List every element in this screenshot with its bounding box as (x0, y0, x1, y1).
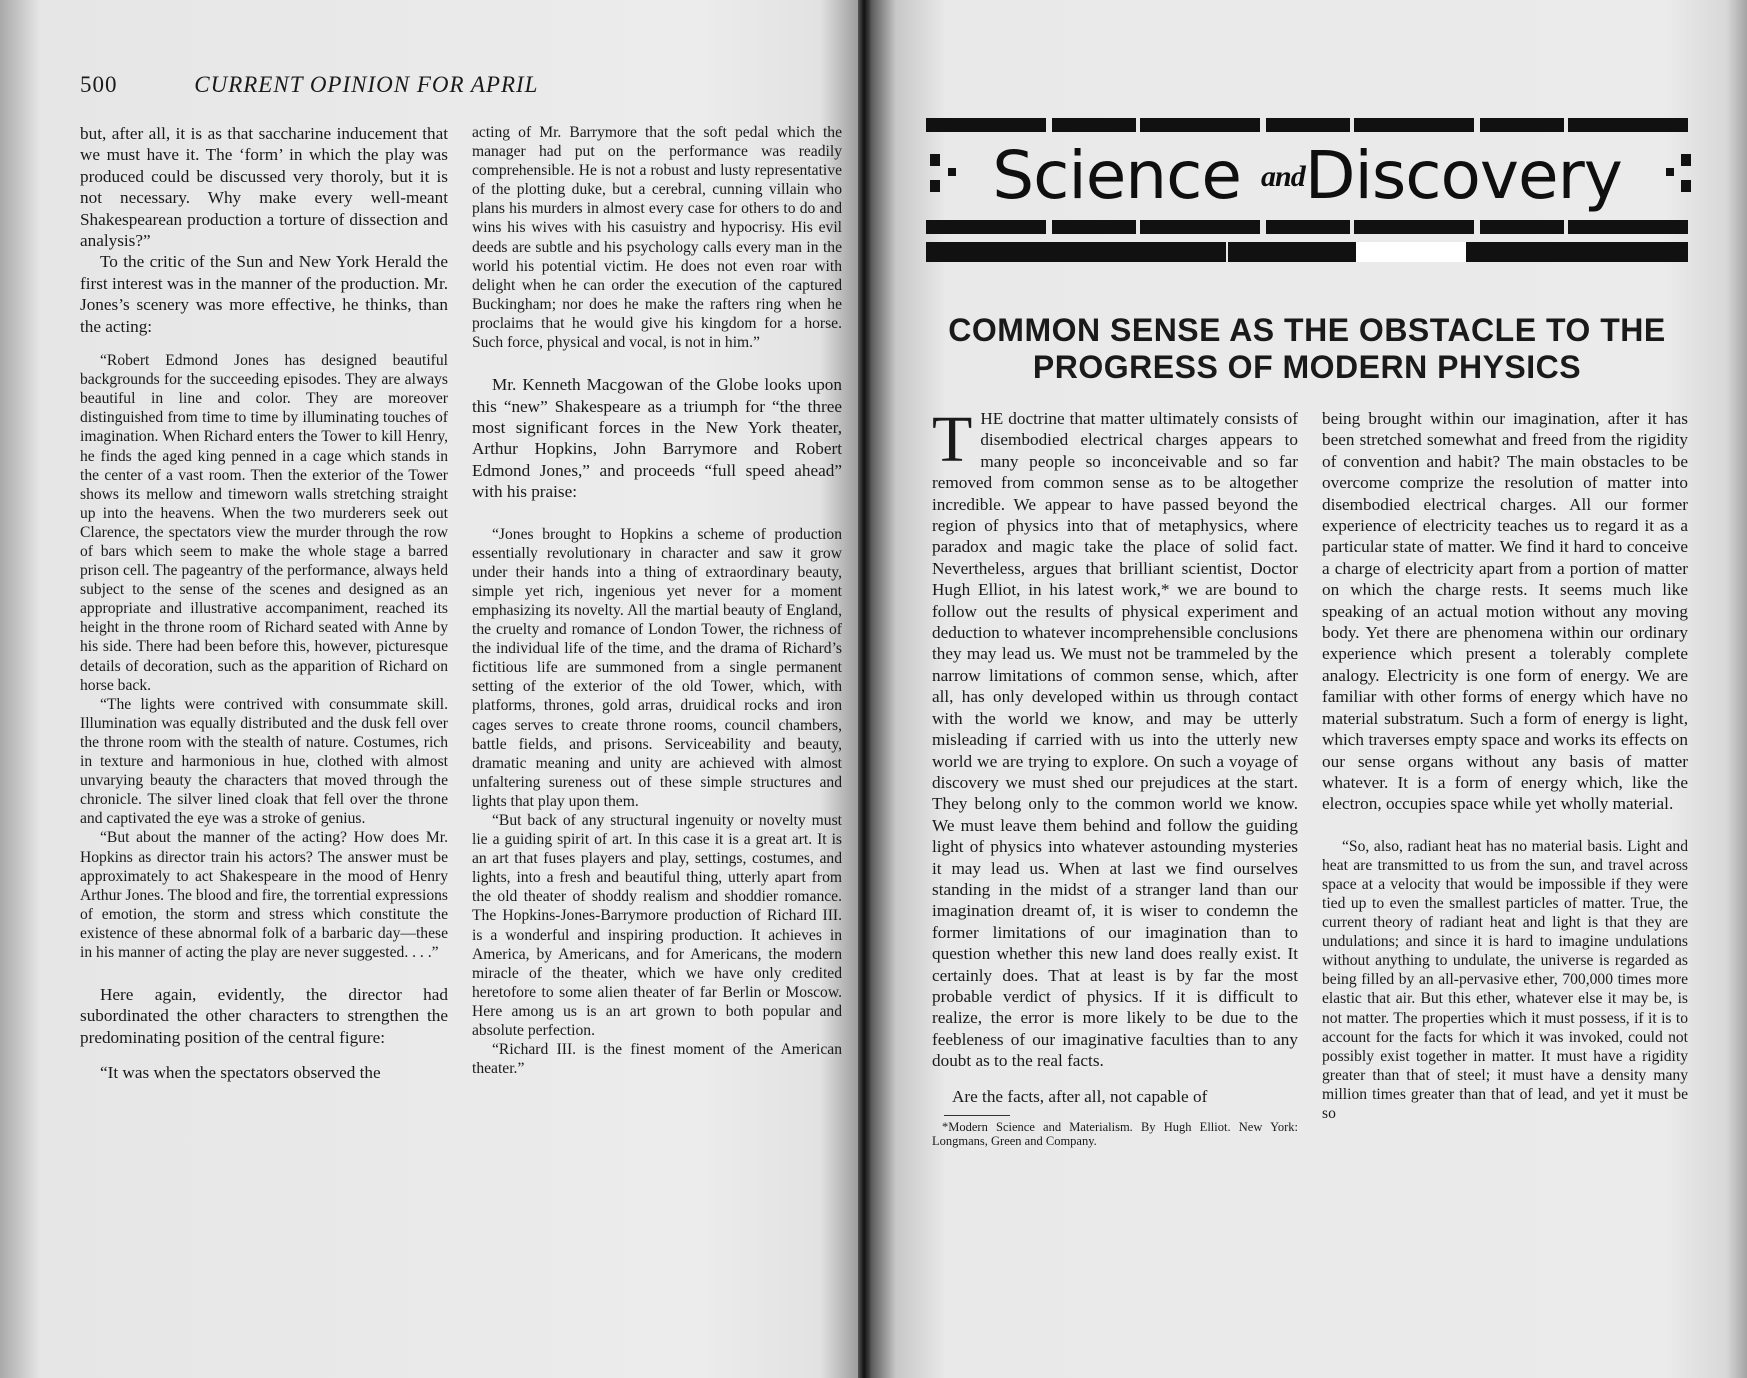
quotation: “But back of any structural ingenuity or novelty must lie a guiding spirit of art. In this case it is a great art. It is an art that fuses players and play, settings, costumes, and lights, into a fresh and beautiful thing, utterly apart from the old theater of shoddy realism and shoddier romance. The Hopkins-Jones-Barrymore production of Richard III. is a wonderful and inspiring production. It achieves in America, by Americans, and for Americans, the modern miracle of the theater, which we have only credited heretofore to some alien theater of far Berlin or Moscow. Here among us is an art grown to both popular and absolute perfection. (472, 811, 842, 1039)
section-title-word: Science (992, 137, 1242, 214)
paragraph: Are the facts, after all, not capable of (952, 1086, 1208, 1106)
running-head-title: CURRENT OPINION FOR APRIL (194, 72, 539, 97)
banner-rule-top (926, 118, 1688, 132)
quotation: “The lights were contrived with consummate skill. Illumination was equally distributed and the dusk fell over the throne room with the stealth of nature. Costumes, rich in texture and harmonious in hue, clothed with almost unvarying beauty the characters that moved through the chronicle. The silver lined cloak that fell over the throne and captivated the eye was a stroke of genius. (80, 695, 448, 828)
banner-rule-middle (926, 220, 1688, 234)
quotation: acting of Mr. Barrymore that the soft pedal which the manager had put on the performance was readily comprehensible. He is not a robust and lusty representative of the plotting duke, but a cerebral, cunning villain who plans his murders in almost every case for others to do and wins his wives with his casuistry and hypocrisy. His evil deeds are subtle and his psychology calls every man in the world his potential victim. He does not even roar with delight when he can order the execution of the captured Buckingham; nor does he make the rafters ring when he proclaims that he would give his kingdom for a horse. Such force, physical and vocal, is not in him.” (472, 124, 842, 352)
quotation: “But about the manner of the acting? How does Mr. Hopkins as director train his actors? The answer must be approximately to act Shakespeare in the mood of Henry Arthur Jones. The blood and fire, the torrential expressions of emotion, the storm and stress which constitute the existence of these abnormal folk of a barbaric day—these in his manner of acting the play are never suggested. . . .” (80, 829, 448, 961)
footnote: *Modern Science and Materialism. By Hugh Elliot. New York: Longmans, Green and Company. (932, 1120, 1298, 1148)
section-title-and: and (1261, 160, 1305, 193)
section-banner (926, 112, 1688, 268)
right-column-1 (932, 403, 1298, 1148)
section-title-word: Discovery (1304, 137, 1622, 214)
headline-line: COMMON SENSE AS THE OBSTACLE TO THE (948, 312, 1666, 348)
quotation: “Robert Edmond Jones has designed beautiful backgrounds for the succeeding episodes. They are always beautiful in line and color. They are moreover distinguished from time to time by illuminating touches of imagination. When Richard enters the Tower to kill Henry, he finds the aged king penned in a cage which stands in the center of a vast room. Then the exterior of the Tower shows its mellow and timeworn walls stretching straight up into the heavens. When the two murderers seek out Clarence, the spectators view the murder through the row of bars which seem to make the whole stage a barred prison cell. The pageantry of the performance, always held subject to the sense of the scenes and designed as an appropriate and illustrative accompaniment, reached its height in the throne room of Richard seated with Anne by his side. There had been before this, however, picturesque details of decoration, such as the apparition of Richard on horse back. (80, 352, 448, 694)
paragraph: Mr. Kenneth Macgowan of the Globe looks upon this “new” Shakespeare as a triumph for “the three most significant forces in the New York theater, Arthur Hopkins, John Barrymore and Robert Edmond Jones,” and proceeds “full speed ahead” with his praise: (472, 375, 842, 502)
footnote-rule (944, 1115, 1010, 1116)
quotation: “Richard III. is the finest moment of the American theater.” (472, 1041, 842, 1078)
article-headline (926, 312, 1688, 386)
paragraph (932, 403, 1298, 1072)
headline-line: PROGRESS OF MODERN PHYSICS (1032, 349, 1582, 385)
paragraph: but, after all, it is as that saccharine inducement that we must have it. The ‘form’ in which the play was produced could be discussed very thoroly, but it is not necessary. Why make every well-meant Shakespearean production a torture of dissection and analysis?” (80, 124, 448, 251)
running-head (80, 72, 640, 98)
banner-rule-bottom (926, 242, 1688, 262)
quotation: “Jones brought to Hopkins a scheme of production essentially revolutionary in character and saw it grow under their hands into a thing of extraordinary beauty, simple yet rich, ingenious yet never for a moment emphasizing its novelty. All the martial beauty of England, the cruelty and romance of London Tower, the richness of the individual life of the time, and the drama of Richard’s fictitious life are summoned from a single permanent setting of the exterior of the old Tower, which, with platforms, thrones, gold arras, druidical rocks and iron cages serves to create throne rooms, council chambers, battle fields, and prisons. Serviceability and beauty, dramatic meaning and unity are achieved with almost unfaltering sureness out of these simple structures and lights that play upon them. (472, 525, 842, 810)
drop-cap: T (932, 403, 973, 476)
left-column-2 (472, 123, 842, 1078)
right-column-2 (1322, 408, 1688, 1123)
paragraph: “It was when the spectators observed the (100, 1063, 381, 1083)
left-column-1 (80, 123, 448, 1084)
paragraph: To the critic of the Sun and New York Herald the first interest was in the manner of the production. Mr. Jones’s scenery was more effective, he thinks, than the acting: (80, 252, 449, 336)
paragraph-text: HE doctrine that matter ultimately consists of disembodied electrical charges appears to many people so inconceivable and so far removed from common sense as to be altogether incredible. We appear to have passed beyond the region of physics into that of metaphysics, where paradox and magic take the place of solid fact. Nevertheless, argues that brilliant scientist, Doctor Hugh Elliot, in his latest work,* we are bound to follow out the results of physical experiment and deduction to whatever incomprehensible conclusions they may lead us. We must not be trammeled by the narrow limitations of common sense, which, after all, has only developed within us through contact with the world we know, and may be utterly misleading if carried with us into the utterly new world we are trying to explore. On such a voyage of discovery we must shed our prejudices at the start. They belong only to the common world we know. We must leave them behind and follow the guiding light of physics into whatever astounding mysteries it may lead us. When at last we find ourselves standing in the midst of a stranger land than our imagination dreamt of, it is wiser to condemn the former limitations of our imagination than to question whether this new land does really exist. It certainly does. That at least is by far the most probable verdict of physics. If it is difficult to realize, the error is more likely to be due to the feebleness of our imaginative faculties than to any doubt as to the real facts. (932, 409, 1298, 1071)
quotation: “So, also, radiant heat has no material basis. Light and heat are transmitted to us from the sun, and travel across space at a velocity that would be impossible if they were tied up to even the smallest particles of matter. True, the current theory of radiant heat and light is that they are undulations; and since it is hard to imagine undulations without anything to undulate, the universe is regarded as being filled by an all-pervasive ether, 700,000 times more elastic that air. But this ether, whatever else it may be, is not matter. The properties which it must possess, if it is to account for the facts for which it was invoked, could not possibly exist together in matter. It must have a rigidity greater than that of steel; it must have a density many million times greater than that of lead, and yet it must be so (1322, 837, 1688, 1123)
paragraph: being brought within our imagination, after it has been stretched somewhat and freed from the rigidity of convention and habit? The main obstacles to be overcome comprize the resolution of matter into disembodied electrical charges. All our former experience of electricity teaches us to regard it as a particular state of matter. We find it hard to conceive a charge of electricity apart from a portion of matter on which the charge rests. It seems much like speaking of an actual motion without any moving body. Yet there are phenomena within our ordinary experience which present a tolerably complete analogy. Electricity is one form of energy. We are familiar with other forms of energy which have no material substratum. Such a form of energy is light, which traverses empty space and works its effects on our sense organs without any basis of matter whatever. It is a form of energy which, like the electron, occupies space while yet wholly material. (1322, 409, 1688, 814)
left-page (0, 0, 866, 1378)
page-number: 500 (80, 72, 118, 97)
binding-gutter (858, 0, 870, 1378)
section-title (926, 134, 1688, 218)
paragraph: Here again, evidently, the director had subordinated the other characters to strengthen the predominating position of the central figure: (80, 985, 448, 1047)
